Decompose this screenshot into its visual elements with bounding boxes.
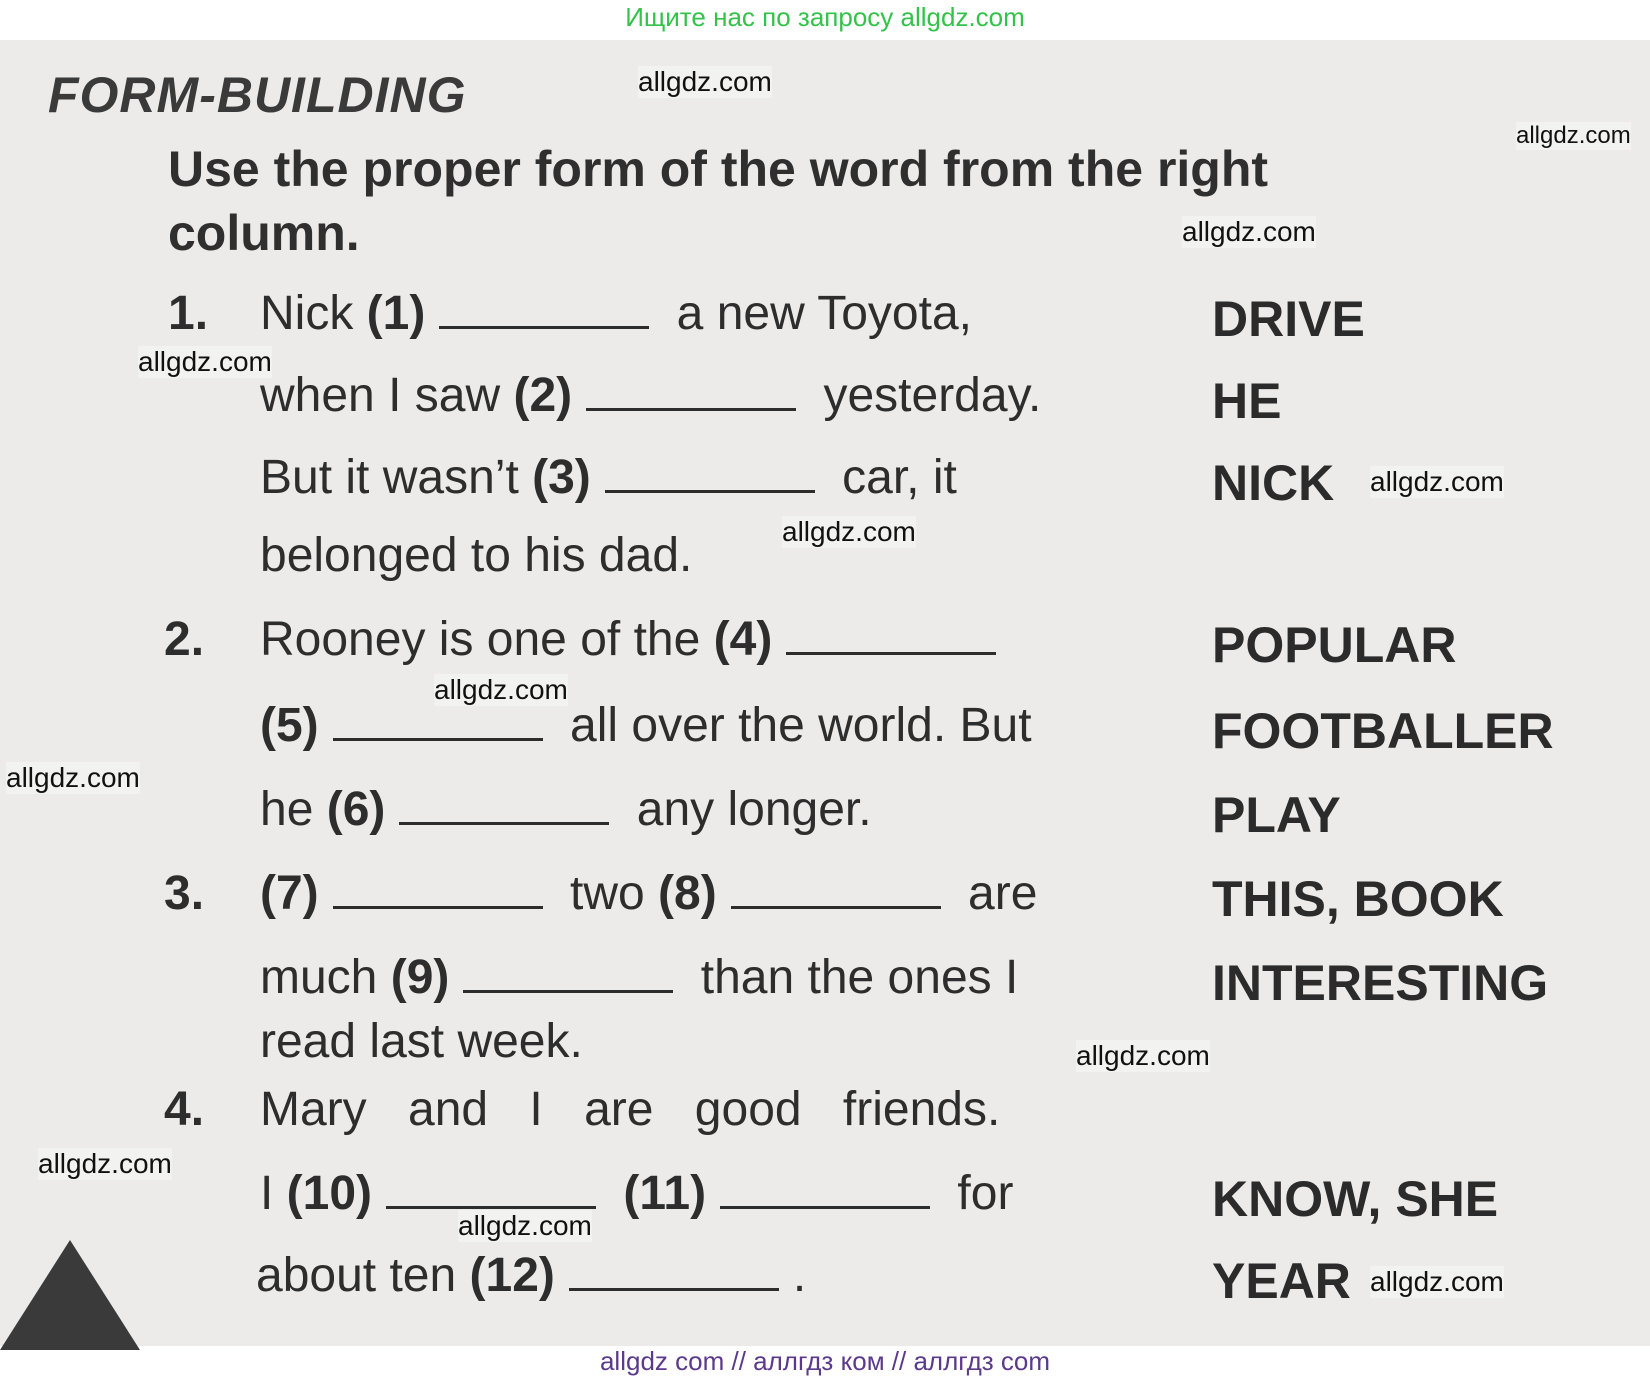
line-text — [610, 1167, 623, 1220]
line-text: read last week. — [260, 1015, 583, 1068]
exercise-line — [260, 450, 957, 505]
gap-marker: (1) — [366, 287, 426, 340]
source-word: POPULAR — [1212, 617, 1457, 673]
gap-marker: (2) — [513, 369, 573, 422]
source-word: DRIVE — [1212, 291, 1365, 347]
gap-marker: (8) — [658, 867, 717, 920]
source-word: INTERESTING — [1212, 955, 1549, 1011]
watermark: allgdz.com — [138, 346, 272, 377]
gap-marker: (11) — [623, 1167, 707, 1220]
watermark: allgdz.com — [434, 674, 568, 705]
watermark: allgdz.com — [458, 1210, 592, 1241]
source-word: NICK — [1212, 455, 1335, 511]
instruction-line-2: column. — [168, 205, 360, 261]
line-text: when I saw — [260, 369, 514, 422]
gap-marker: (5) — [260, 699, 319, 752]
line-text: about ten — [256, 1249, 470, 1302]
watermark: allgdz.com — [1182, 216, 1316, 247]
watermark: allgdz.com — [1370, 1266, 1504, 1297]
gap-marker: (4) — [713, 613, 773, 666]
gap-marker: (10) — [286, 1167, 373, 1220]
watermark: allgdz.com — [6, 762, 140, 793]
source-word: PLAY — [1212, 787, 1341, 843]
answer-blank[interactable] — [586, 378, 796, 411]
line-text: a new Toyota, — [663, 287, 972, 340]
answer-blank[interactable] — [386, 1176, 596, 1209]
exercise-line — [260, 368, 1041, 423]
source-word: THIS, BOOK — [1212, 871, 1504, 927]
gap-marker: (9) — [390, 951, 450, 1004]
answer-blank[interactable] — [463, 960, 673, 993]
watermark: allgdz.com — [38, 1148, 172, 1179]
instruction-line-1: Use the proper form of the word from the right — [168, 141, 1269, 197]
line-text: for — [944, 1167, 1014, 1220]
bottom-banner: allgdz com // аллгдз ком // аллгдз com — [599, 1346, 1051, 1376]
watermark: allgdz.com — [1076, 1040, 1210, 1071]
gap-marker: (7) — [260, 867, 319, 920]
exercise-line — [260, 866, 1037, 921]
watermark: allgdz.com — [782, 516, 916, 547]
line-text: . — [792, 1249, 807, 1302]
line-text: are — [954, 867, 1038, 920]
exercise-line — [256, 1248, 806, 1303]
watermark: allgdz.com — [1516, 122, 1631, 149]
exercise-line — [260, 1014, 583, 1069]
page-corner-decoration — [0, 1240, 140, 1350]
answer-blank[interactable] — [399, 792, 609, 825]
line-text: he — [260, 783, 327, 836]
exercise-number: 1. — [168, 287, 209, 340]
answer-blank[interactable] — [333, 876, 543, 909]
exercise-number: 2. — [164, 613, 205, 666]
gap-marker: (12) — [469, 1249, 555, 1302]
exercise-line — [260, 950, 1018, 1005]
line-text: all over the world. But — [556, 699, 1032, 752]
source-word: YEAR — [1212, 1253, 1351, 1309]
answer-blank[interactable] — [605, 460, 815, 493]
line-text: car, it — [828, 451, 957, 504]
exercise-number: 3. — [164, 867, 205, 920]
source-word: KNOW, SHE — [1212, 1171, 1499, 1227]
section-title: FORM-BUILDING — [48, 67, 467, 123]
answer-blank[interactable] — [786, 622, 996, 655]
line-text: I — [260, 1167, 287, 1220]
gap-marker: (3) — [532, 451, 591, 504]
watermark: allgdz.com — [1370, 466, 1504, 497]
exercise-line — [260, 698, 1032, 753]
answer-blank[interactable] — [569, 1258, 779, 1291]
top-banner: Ищите нас по запросу allgdz.com — [625, 2, 1025, 32]
line-text: much — [260, 951, 391, 1004]
exercise-line — [260, 286, 972, 341]
line-text: any longer. — [623, 783, 872, 836]
exercise-line — [260, 1082, 1000, 1137]
exercise-line — [260, 528, 692, 583]
line-text: Rooney is one of the — [260, 613, 714, 666]
line-text: than the ones I — [687, 951, 1019, 1004]
source-word: HE — [1212, 373, 1282, 429]
line-text: Mary and I are good friends. — [260, 1083, 1001, 1136]
gap-marker: (6) — [326, 783, 386, 836]
line-text: But it wasn’t — [260, 451, 533, 504]
exercise-line — [260, 1166, 1013, 1221]
exercise-line — [260, 612, 1010, 667]
answer-blank[interactable] — [720, 1176, 930, 1209]
line-text: Nick — [260, 287, 367, 340]
exercise-line — [260, 782, 872, 837]
exercise-number: 4. — [164, 1083, 205, 1136]
line-text: two — [556, 867, 659, 920]
line-text: yesterday. — [810, 369, 1042, 422]
watermark: allgdz.com — [638, 66, 772, 97]
answer-blank[interactable] — [333, 708, 543, 741]
answer-blank[interactable] — [439, 296, 649, 329]
line-text: belonged to his dad. — [260, 529, 693, 582]
answer-blank[interactable] — [731, 876, 941, 909]
source-word: FOOTBALLER — [1212, 703, 1554, 759]
